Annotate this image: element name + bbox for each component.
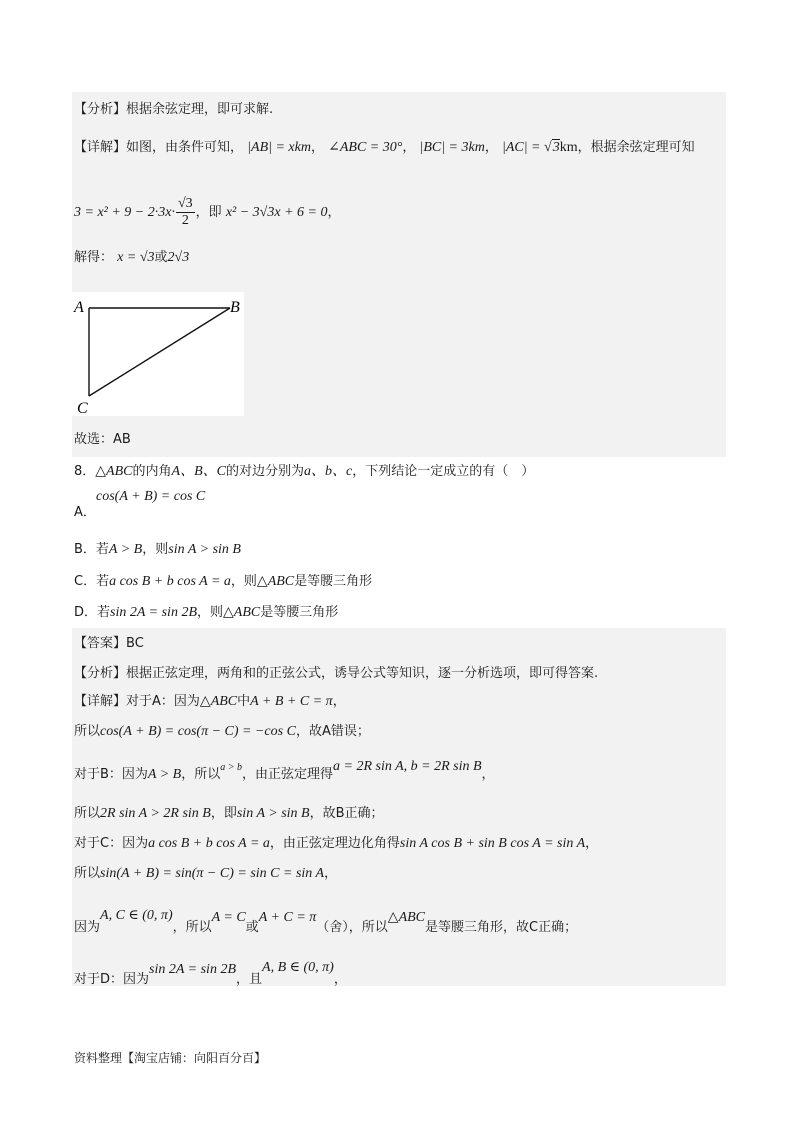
c-intro: 对于C：因为 [74,836,149,851]
cond-ac-unit: km [559,140,578,155]
b2-so: 所以 [74,806,101,821]
c3-because: 因为 [74,920,101,935]
option-a-label: A． [74,505,96,520]
eq-mid: ，即 [195,205,222,220]
option-a-formula [96,487,205,507]
cond-ab: |AB| = xkm [247,140,311,155]
footer-source: 资料整理【淘宝店铺：向阳百分百】 [74,1051,267,1065]
sol2: 2√3 [167,250,190,265]
c3-tri: △ABC [387,910,426,925]
eq-right: x² − 3√3x + 6 = 0 [225,205,328,220]
c-text: ，由正弦定理边化角得 [269,836,400,851]
c-f2: sin A cos B + sin B cos A = sin A [399,836,586,851]
stem-angles: A、B、C [171,464,226,479]
stem-text2: 的对边分别为 [225,464,304,479]
d-cond: A, B ∈ (0, π) [262,960,334,975]
answer-value: BC [126,636,144,651]
detail-intro: 如图，由条件可知， [126,140,244,155]
detail8-b2-line [74,804,384,824]
detail8-tag: 【详解】 [74,694,127,709]
analysis8-line [74,664,598,684]
c2-end: ， [324,866,338,881]
analysis-text: 根据余弦定理，即可求解. [126,102,274,117]
a2-so: 所以 [74,724,101,739]
opt-c-tri: △ABC [256,574,295,589]
c2-so: 所以 [74,866,101,881]
analysis-tag: 【分析】 [74,102,127,117]
detail8-c-line [74,834,598,854]
stem-sides: a、b、c [303,464,353,479]
equation-line [74,196,340,230]
c-f1: a cos B + b cos A = a [148,836,270,851]
vertex-label-b: B [230,299,240,316]
cond-ac-left: |AC| = [501,140,545,155]
opt-b-then: ，则 [142,542,169,557]
b-small: a > b [220,762,242,773]
detail8-c2-line [74,864,337,884]
eq-end: ， [327,205,341,220]
triangle-figure [72,292,244,416]
option-d [74,603,338,623]
d-and: ，且 [236,972,263,987]
b-end: ， [481,767,495,782]
b-formula: a = 2R sin A, b = 2R sin B [333,759,482,774]
c3-cond: A, C ∈ (0, π) [100,908,173,923]
question-number: 8． [74,464,96,479]
a-end: ， [332,694,346,709]
stem-triangle: △ABC [95,464,133,479]
a-cond: A + B + C = π [250,694,333,709]
sol1: x = √3 [117,250,155,265]
eq-left: 3 = x² + 9 − 2·3x· [74,205,175,220]
eq-fraction [176,196,195,229]
stem-text3: ，下列结论一定成立的有（ ） [352,464,535,479]
opt-d-formula: sin 2A = sin 2B [110,605,197,620]
analysis8-text: 根据正弦定理，两角和的正弦公式，诱导公式等知识，逐一分析选项，即可得答案. [126,666,599,681]
b2-mid: ，即 [210,806,237,821]
opt-d-tri: △ABC [223,605,261,620]
opt-c-then: ，则 [230,574,257,589]
detail8-b-line [74,757,495,785]
analysis8-tag: 【分析】 [74,666,127,681]
c3-or: 或 [245,920,259,935]
a2-formula: cos(A + B) = cos(π − C) = −cos C [100,724,296,739]
d-end: ， [333,972,347,987]
c3-eq1: A = C [211,910,246,925]
option-b [74,540,241,560]
c3-so: ，所以 [172,920,212,935]
c3-eq2: A + C = π [258,910,317,925]
eq-frac-num: √3 [177,196,193,211]
opt-d-then: ，则 [197,605,224,620]
b2-f2: sin A > sin B [236,806,310,821]
option-c [74,572,372,592]
opt-b-formula: sin A > sin B [168,542,241,557]
question8-stem [74,462,534,482]
b-cond: A > B [147,767,182,782]
detail-line: 【详解】如图，由条件可知， |AB| = xkm， ∠ABC = 30°， |BC| = 3km， |AC| = √3km，根据余弦定理可知 [74,140,695,155]
opt-a-formula: cos(A + B) = cos C [96,489,206,504]
opt-c-label: C．若 [74,574,110,589]
answer-line [74,634,144,654]
solve-line [74,248,189,268]
a-tri: △ABC [199,694,238,709]
detail8-a-line [74,692,346,712]
a-intro: 对于A：因为 [126,694,200,709]
c3-drop: （舍），所以 [316,920,388,935]
b2-end: ，故B正确； [309,806,384,821]
cosine-text: ，根据余弦定理可知 [577,140,695,155]
vertex-label-a: A [74,299,84,316]
cond-ac-root: 3 [552,140,560,155]
c2-formula: sin(A + B) = sin(π − C) = sin C = sin A [100,866,325,881]
cond-angle: ∠ABC = 30° [328,140,403,155]
analysis-line [74,100,273,120]
stem-text1: 的内角 [132,464,172,479]
opt-b-cond: A > B [108,542,143,557]
solve-label: 解得： [74,250,114,265]
c3-end: 是等腰三角形，故C正确； [425,920,578,935]
opt-d-end: 是等腰三角形 [260,605,339,620]
sol-or: 或 [154,250,168,265]
a-mid: 中 [237,694,251,709]
cond-bc: |BC| = 3km [419,140,485,155]
detail8-c3-line [74,906,577,938]
cond-ac: |AC| = √3km [501,140,578,155]
figure-background [72,292,244,416]
opt-b-label: B．若 [74,542,109,557]
c-end: ， [585,836,599,851]
eq-frac-den: 2 [181,213,189,228]
detail8-d-line [74,958,347,990]
detail-tag: 【详解】 [74,140,127,155]
d-f1: sin 2A = sin 2B [149,962,236,977]
detail8-a2-line [74,722,370,742]
opt-d-label: D．若 [74,605,111,620]
vertex-label-c: C [77,400,88,416]
a2-end: ，故A错误； [295,724,370,739]
opt-c-formula: a cos B + b cos A = a [109,574,231,589]
b-text: ，由正弦定理得 [242,767,334,782]
choice-line: 故选：AB [74,432,131,447]
d-intro: 对于D：因为 [74,972,150,987]
answer-tag: 【答案】 [74,636,127,651]
opt-c-end: 是等腰三角形 [294,574,373,589]
b2-f1: 2R sin A > 2R sin B [100,806,211,821]
b-so: ，所以 [181,767,221,782]
b-intro: 对于B：因为 [74,767,148,782]
